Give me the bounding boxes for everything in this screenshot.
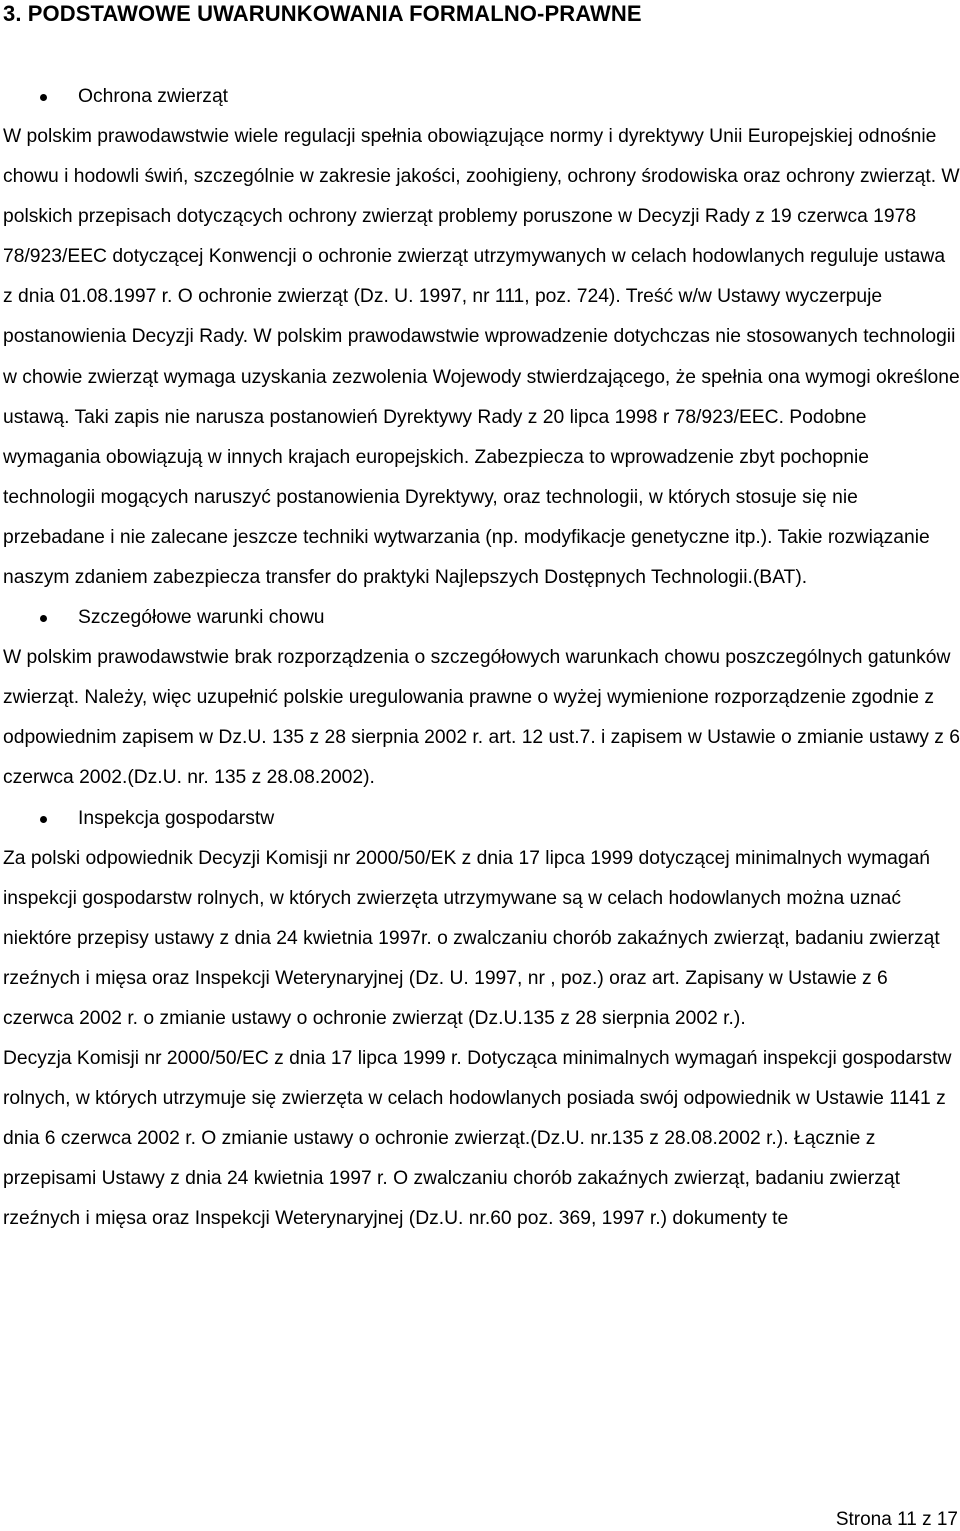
paragraph-ochrona-zwierzat: W polskim prawodawstwie wiele regulacji spełnia obowiązujące normy i dyrektywy Unii Europejskiej odnośnie chowu i hodowli świń, szczególnie w zakresie jakości, zoohigieny, ochrony środowiska oraz ochrony zwierząt. W polskich przepisach dotyczących ochrony zwierząt problemy poruszone w Decyzji Rady z 19 czerwca 1978 78/923/EEC dotyczącej Konwencji o ochronie zwierząt utrzymywanych w celach hodowlanych reguluje ustawa z dnia 01.08.1997 r. O ochronie zwierząt (Dz. U. 1997, nr 111, poz. 724). Treść w/w Ustawy wyczerpuje postanowienia Decyzji Rady. W polskim prawodawstwie wprowadzenie dotychczas nie stosowanych technologii w chowie zwierząt wymaga uzyskania zezwolenia Wojewody stwierdzającego, że spełnia ona wymogi określone ustawą. Taki zapis nie narusza postanowień Dyrektywy Rady z 20 lipca 1998 r 78/923/EEC. Podobne wymagania obowiązują w innych krajach europejskich. Zabezpiecza to wprowadzenie zbyt pochopnie technologii mogących naruszyć postanowienia Dyrektywy, oraz technologii, w których stosuje się nie przebadane i nie zalecane jeszcze techniki wytwarzania (np. modyfikacje genetyczne itp.). Takie rozwiązanie naszym zdaniem zabezpiecza transfer do praktyki Najlepszych Dostępnych Technologii.(BAT). [3,126,960,589]
bullet-item-ochrona-zwierzat [3,77,960,117]
paragraph-inspekcja-gospodarstw-1: Za polski odpowiednik Decyzji Komisji nr 2000/50/EK z dnia 17 lipca 1999 dotyczącej minimalnych wymagań inspekcji gospodarstw rolnych, w których zwierzęta utrzymywane są w celach hodowlanych można uznać niektóre przepisy ustawy z dnia 24 kwietnia 1997r. o zwalczaniu chorób zakaźnych zwierząt, badaniu zwierząt rzeźnych i mięsa oraz Inspekcji Weterynaryjnej (Dz. U. 1997, nr , poz.) oraz art. Zapisany w Ustawie z 6 czerwca 2002 r. o zmianie ustawy o ochronie zwierząt (Dz.U.135 z 28 sierpnia 2002 r.). [3,847,940,1029]
paragraph-szczegolowe-warunki-chowu: W polskim prawodawstwie brak rozporządzenia o szczegółowych warunkach chowu poszczególnych gatunków zwierząt. Należy, więc uzupełnić polskie uregulowania prawne o wyżej wymienione rozporządzenie zgodnie z odpowiednim zapisem w Dz.U. 135 z 28 sierpnia 2002 r. art. 12 ust.7. i zapisem w Ustawie o zmianie ustawy z 6 czerwca 2002.(Dz.U. nr. 135 z 28.08.2002). [3,647,960,789]
bullet-dot-icon [40,94,47,101]
bullet-item-inspekcja-gospodarstw [3,799,960,839]
section-body [3,77,960,1239]
bullet-label: Szczegółowe warunki chowu [78,607,325,629]
section-heading: 3. PODSTAWOWE UWARUNKOWANIA FORMALNO-PRAWNE [3,1,642,26]
bullet-dot-icon [40,615,47,622]
bullet-item-szczegolowe-warunki-chowu [3,598,960,638]
page-number: Strona 11 z 17 [835,1509,958,1530]
bullet-label: Inspekcja gospodarstw [78,807,275,829]
bullet-dot-icon [40,816,47,823]
paragraph-inspekcja-gospodarstw-2: Decyzja Komisji nr 2000/50/EC z dnia 17 lipca 1999 r. Dotycząca minimalnych wymagań inspekcji gospodarstw rolnych, w których utrzymuje się zwierzęta w celach hodowlanych posiada swój odpowiednik w Ustawie 1141 z dnia 6 czerwca 2002 r. O zmianie ustawy o ochronie zwierząt.(Dz.U. nr.135 z 28.08.2002 r.). Łącznie z przepisami Ustawy z dnia 24 kwietnia 1997 r. O zwalczaniu chorób zakaźnych zwierząt, badaniu zwierząt rzeźnych i mięsa oraz Inspekcji Weterynaryjnej (Dz.U. nr.60 poz. 369, 1997 r.) dokumenty te [3,1047,952,1230]
bullet-label: Ochrona zwierząt [78,86,229,107]
